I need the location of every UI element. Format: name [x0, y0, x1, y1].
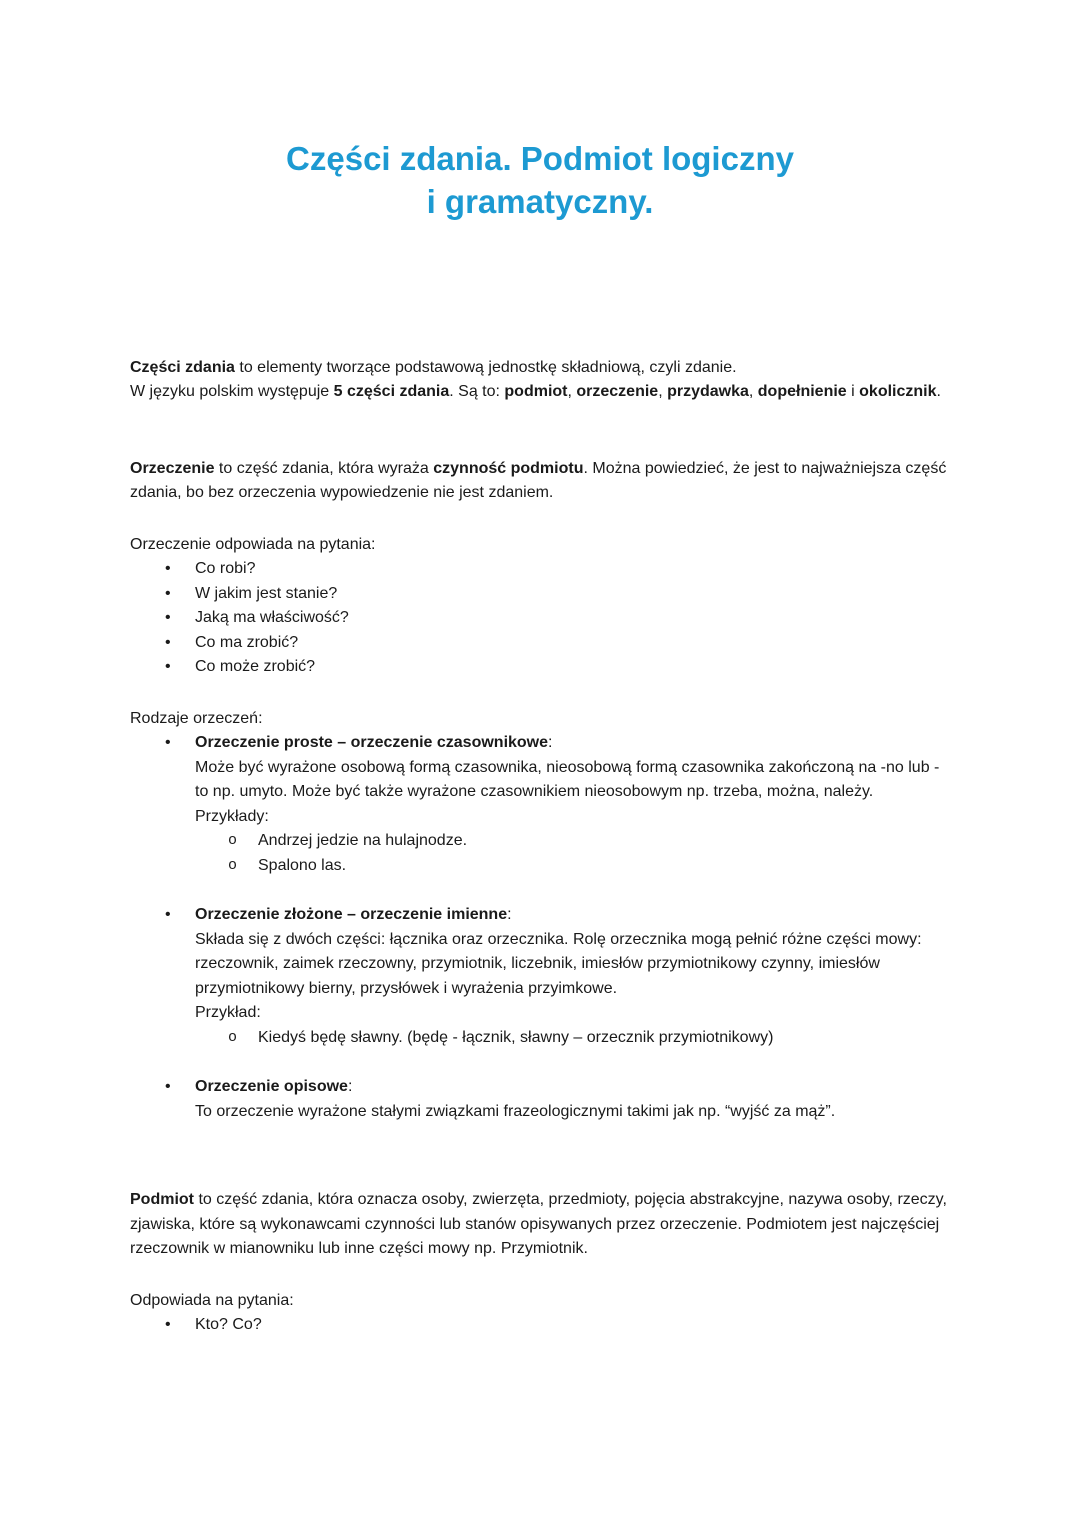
bullet-icon: •	[165, 734, 171, 752]
predicate-type-description: Składa się z dwóch części: łącznika oraz orzecznika. Rolę orzecznika mogą pełnić różne części mowy: rzeczownik, zaimek rzeczowny, przymiotnik, liczebnik, imiesłów przymiotnikowy czynny, imiesłów przymiotnikowy bierny, przysłówek i wyrażenia przyimkowe.	[195, 930, 922, 997]
bullet-icon: •	[165, 906, 171, 924]
predicate-type-description: Może być wyrażone osobową formą czasownika, nieosobową formą czasownika zakończoną na -no lub -to np. umyto. Może być także wyrażone czasownikiem nieosobowym np. trzeba, można, należy.	[195, 758, 940, 801]
list-item	[130, 631, 950, 656]
intro-paragraph: Części zdania to elementy tworzące podstawową jednostkę składniową, czyli zdanie. W języku polskim występuje 5 części zdania. Są to: podmiot, orzeczenie, przydawka, dopełnienie i okolicznik.	[130, 358, 941, 401]
predicate-questions-list	[130, 557, 950, 680]
sublist-item	[195, 829, 950, 854]
circle-bullet-icon: o	[228, 856, 238, 874]
list-item	[130, 903, 950, 1050]
list-item-text: Co ma zrobić?	[195, 633, 299, 651]
list-item-text: Co robi?	[195, 560, 256, 578]
examples-label: Przykład:	[195, 1004, 261, 1022]
bullet-icon: •	[165, 1078, 171, 1096]
subject-questions-list	[130, 1313, 950, 1338]
bullet-icon: •	[165, 584, 171, 602]
examples-sublist	[195, 1026, 950, 1051]
page-title-line1: Części zdania. Podmiot logiczny	[286, 140, 794, 177]
examples-label: Przykłady:	[195, 807, 269, 825]
predicate-definition-paragraph: Orzeczenie to część zdania, która wyraża czynność podmiotu. Można powiedzieć, że jest to najważniejsza część zdania, bo bez orzeczenia wypowiedzenie nie jest zdaniem.	[130, 459, 947, 502]
predicate-types-list	[130, 731, 950, 1124]
predicate-type-title: Orzeczenie opisowe:	[195, 1078, 353, 1096]
subject-questions-heading: Odpowiada na pytania:	[130, 1291, 294, 1309]
page-title-line2: i gramatyczny.	[426, 182, 654, 220]
sublist-item-text: Andrzej jedzie na hulajnodze.	[258, 832, 468, 850]
list-item	[130, 1075, 950, 1124]
sublist-item	[195, 1026, 950, 1051]
bullet-icon: •	[165, 658, 171, 676]
predicate-type-title: Orzeczenie proste – orzeczenie czasownikowe:	[195, 734, 553, 752]
circle-bullet-icon: o	[228, 832, 238, 850]
subject-definition-paragraph: Podmiot to część zdania, która oznacza osoby, zwierzęta, przedmioty, pojęcia abstrakcyjne, nazywa osoby, rzeczy, zjawiska, które są wykonawcami czynności lub stanów opisywanych przez orzeczenie. Podmiotem jest najczęściej rzeczownik w mianowniku lub inne części mowy np. Przymiotnik.	[130, 1191, 947, 1258]
bullet-icon: •	[165, 609, 171, 627]
sublist-item-text: Spalono las.	[258, 856, 347, 874]
predicate-types-heading: Rodzaje orzeczeń:	[130, 709, 263, 727]
sublist-item-text: Kiedyś będę sławny. (będę - łącznik, sławny – orzecznik przymiotnikowy)	[258, 1028, 774, 1046]
list-item-text: Co może zrobić?	[195, 658, 316, 676]
list-item-text: Jaką ma właściwość?	[195, 609, 349, 627]
list-item	[130, 582, 950, 607]
list-item	[130, 606, 950, 631]
list-item	[130, 731, 950, 878]
bullet-icon: •	[165, 1316, 171, 1334]
bullet-icon: •	[165, 633, 171, 651]
list-item	[130, 1313, 950, 1338]
circle-bullet-icon: o	[228, 1028, 238, 1046]
examples-sublist	[195, 829, 950, 878]
list-item-text: W jakim jest stanie?	[195, 584, 338, 602]
bullet-icon: •	[165, 560, 171, 578]
page-title	[130, 138, 950, 224]
list-item	[130, 655, 950, 680]
predicate-questions-heading: Orzeczenie odpowiada na pytania:	[130, 535, 376, 553]
list-item-text: Kto? Co?	[195, 1316, 262, 1334]
predicate-type-title: Orzeczenie złożone – orzeczenie imienne:	[195, 906, 512, 924]
sublist-item	[195, 854, 950, 879]
predicate-type-description: To orzeczenie wyrażone stałymi związkami frazeologicznymi takimi jak np. “wyjść za mąż”.	[195, 1102, 836, 1120]
list-item	[130, 557, 950, 582]
